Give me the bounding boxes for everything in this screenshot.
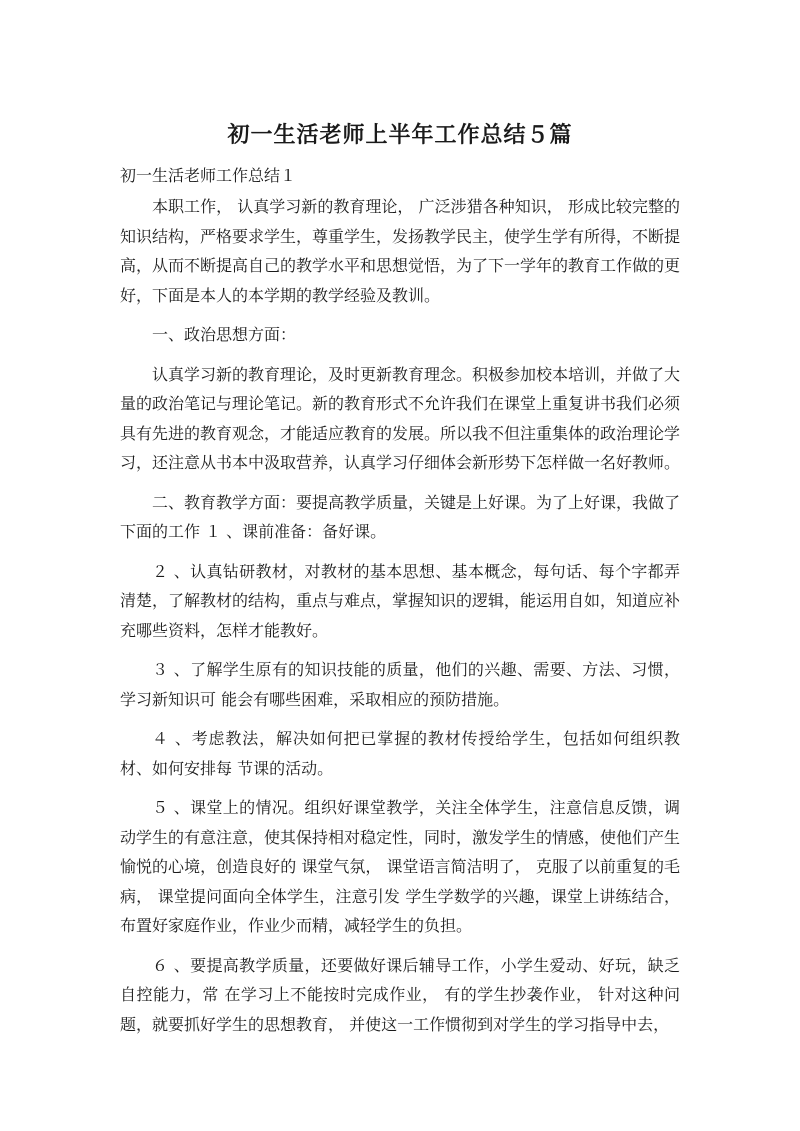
paragraph: 本职工作， 认真学习新的教育理论， 广泛涉猎各种知识， 形成比较完整的知识结构，严格要求学生，尊重学生，发扬教学民主，使学生学有所得，不断提高，从而不断提高自己的教学水平和思想觉悟，为了下一学年的教育工作做的更好，下面是本人的本学期的教学经验及教训。 (120, 197, 681, 305)
paragraph: ３ 、了解学生原有的知识技能的质量，他们的兴趣、需要、方法、习惯，学习新知识可 能会有哪些困难，采取相应的预防措施。 (120, 660, 680, 709)
paragraph: ６ 、要提高教学质量，还要做好课后辅导工作，小学生爱动、好玩，缺乏自控能力，常 在学习上不能按时完成作业， 有的学生抄袭作业， 针对这种问题，就要抓好学生的思想教育， 并使这一工作惯彻到对学生的学习指导中去， (120, 955, 680, 1034)
section-heading: 二、教育教学方面：要提高教学质量，关键是上好课。为了上好课，我做了下面的工作 １ 、课前准备：备好课。 (120, 492, 681, 541)
document-title: 初一生活老师上半年工作总结５篇 (227, 123, 573, 148)
paragraph: ４ 、考虑教法，解决如何把已掌握的教材传授给学生，包括如何组织教材、如何安排每 节课的活动。 (120, 729, 680, 778)
section-heading: 一、政治思想方面： (152, 325, 297, 344)
paragraph: ５ 、课堂上的情况。组织好课堂教学，关注全体学生，注意信息反馈，调动学生的有意注意，使其保持相对稳定性，同时，激发学生的情感，使他们产生愉悦的心境，创造良好的 课堂气氛， 课堂语言简洁明了， 克服了以前重复的毛病， 课堂提问面向全体学生，注意引发 学生学数学的兴趣，课堂上讲练结合，布置好家庭作业，作业少而精，减轻学生的负担。 (120, 798, 681, 935)
paragraph: ２ 、认真钻研教材，对教材的基本思想、基本概念，每句话、每个字都弄清楚，了解教材的结构，重点与难点，掌握知识的逻辑，能运用自如，知道应补充哪些资料，怎样才能教好。 (120, 561, 681, 640)
document-body (120, 192, 680, 1049)
document-subtitle: 初一生活老师工作总结１ (120, 166, 297, 185)
paragraph: 认真学习新的教育理论，及时更新教育理念。积极参加校本培训，并做了大量的政治笔记与理论笔记。新的教育形式不允许我们在课堂上重复讲书我们必须具有先进的教育观念，才能适应教育的发展。所以我不但注重集体的政治理论学习，还注意从书本中汲取营养，认真学习仔细体会新形势下怎样做一名好教师。 (120, 364, 681, 472)
